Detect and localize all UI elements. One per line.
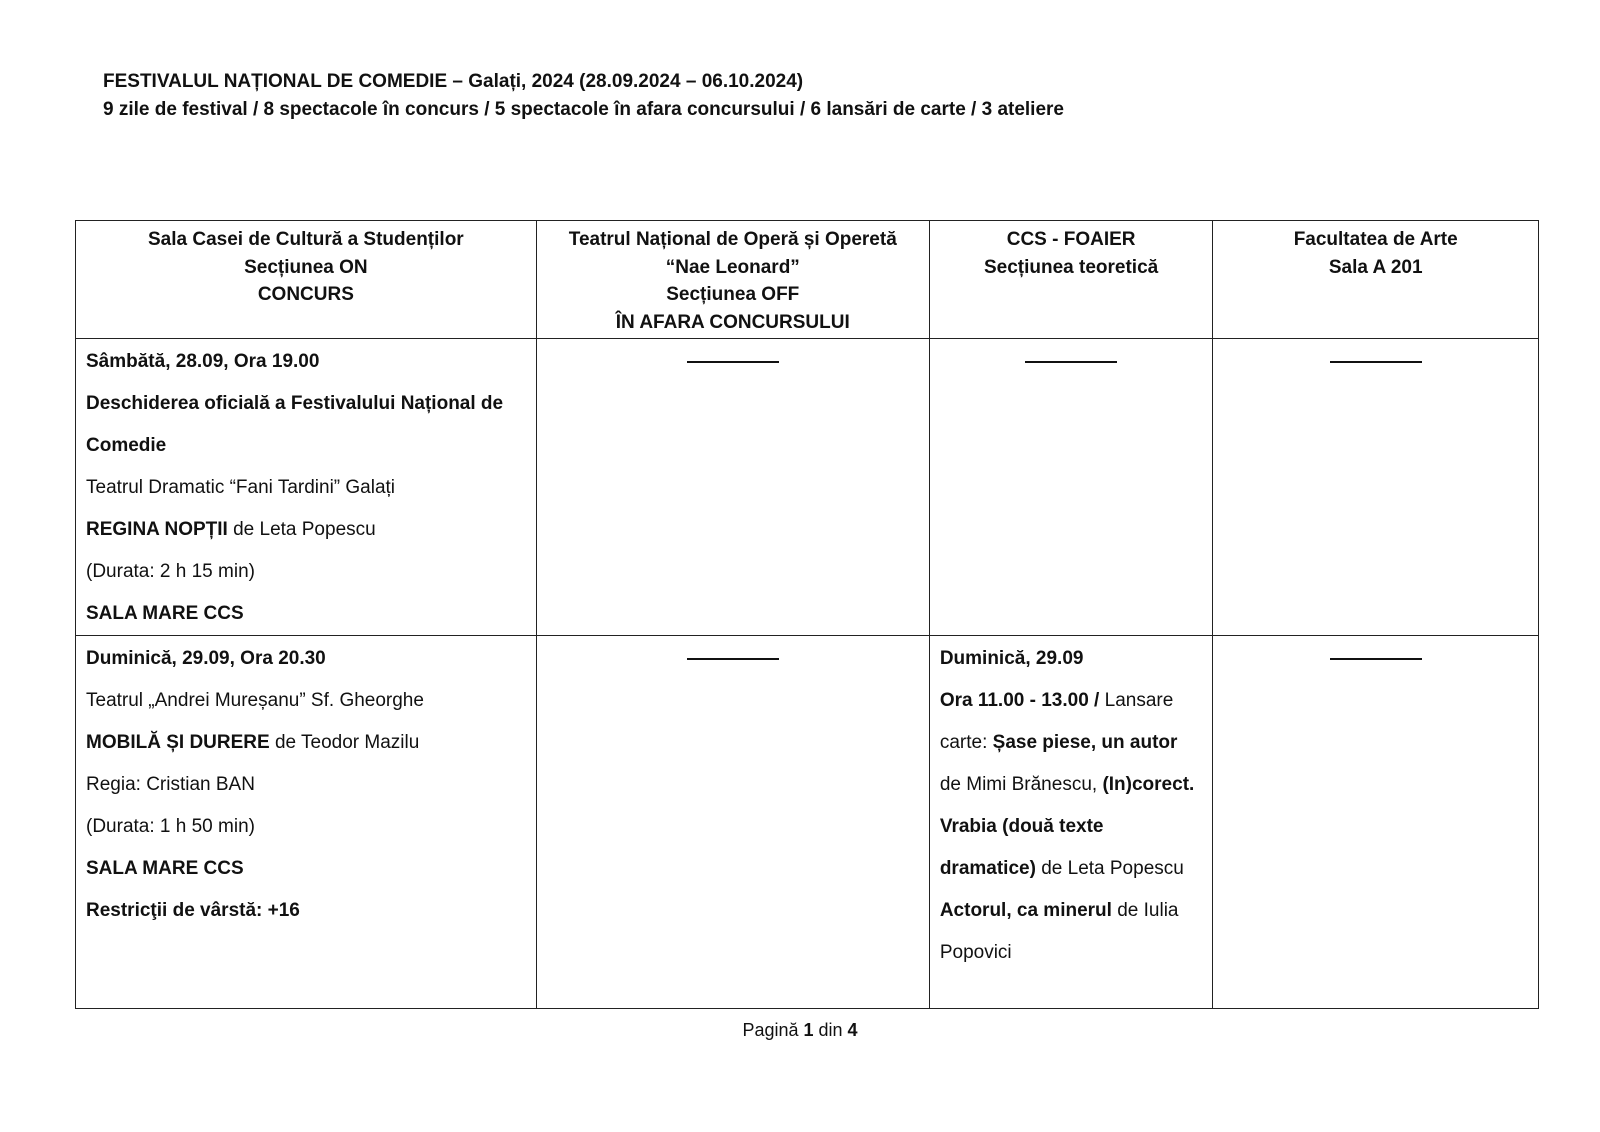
empty-dash bbox=[1330, 361, 1422, 363]
column-header-opera-theatre bbox=[536, 221, 929, 339]
header-line: Secțiunea teoretică bbox=[983, 256, 1159, 278]
header-line: Teatrul Național de Operă și Operetă bbox=[568, 229, 897, 250]
empty-dash bbox=[687, 658, 779, 660]
book-title: Șase piese, un autor bbox=[992, 732, 1178, 753]
play-author: de Leta Popescu bbox=[227, 519, 376, 540]
table-row bbox=[76, 339, 1539, 636]
book-title: Actorul, ca minerul bbox=[939, 900, 1112, 921]
book-author: de Leta Popescu bbox=[1035, 858, 1184, 879]
page-label: Pagină bbox=[742, 1020, 804, 1040]
header-line: Sala A 201 bbox=[1328, 256, 1423, 278]
event-cell bbox=[76, 636, 537, 1009]
header-line: Sala Casei de Cultură a Studenților bbox=[148, 229, 464, 250]
empty-dash bbox=[687, 361, 779, 363]
play-line bbox=[86, 722, 526, 764]
header-line: CCS - FOAIER bbox=[1006, 229, 1136, 250]
event-date: Duminică, 29.09 bbox=[939, 648, 1084, 669]
event-date: Duminică, 29.09, Ora 20.30 bbox=[86, 648, 326, 669]
duration: (Durata: 2 h 15 min) bbox=[86, 561, 255, 582]
empty-cell bbox=[929, 339, 1213, 636]
duration: (Durata: 1 h 50 min) bbox=[86, 816, 255, 837]
page-number bbox=[0, 1018, 1600, 1042]
header-line: Secțiunea ON bbox=[244, 256, 368, 278]
theatre-name: Teatrul Dramatic “Fani Tardini” Galați bbox=[86, 477, 396, 498]
book-launch-text bbox=[940, 690, 1194, 963]
empty-cell bbox=[1213, 636, 1539, 1009]
table-header-row bbox=[76, 221, 1539, 339]
book-author: de Mimi Brănescu, bbox=[939, 774, 1103, 795]
theatre-name: Teatrul „Andrei Mureșanu” Sf. Gheorghe bbox=[86, 690, 424, 711]
empty-dash bbox=[1330, 658, 1422, 660]
total-pages: 4 bbox=[847, 1020, 858, 1040]
event-time: Ora 11.00 - 13.00 / bbox=[939, 690, 1100, 711]
venue: SALA MARE CCS bbox=[86, 858, 244, 879]
book-title: (In)corect. Vrabia (două texte dramatice) bbox=[939, 774, 1195, 879]
venue: SALA MARE CCS bbox=[86, 603, 244, 624]
event-date: Sâmbătă, 28.09, Ora 19.00 bbox=[86, 351, 320, 372]
current-page: 1 bbox=[803, 1020, 814, 1040]
event-cell bbox=[76, 339, 537, 636]
empty-dash bbox=[1025, 361, 1117, 363]
header-line: ÎN AFARA CONCURSULUI bbox=[615, 311, 850, 333]
page-header bbox=[103, 68, 1523, 124]
header-line: CONCURS bbox=[257, 284, 354, 305]
play-line bbox=[86, 509, 526, 551]
event-description: Deschiderea oficială a Festivalului Național de Comedie bbox=[86, 393, 504, 456]
age-restriction: Restricţii de vârstă: +16 bbox=[86, 900, 300, 921]
play-title: MOBILĂ ȘI DURERE bbox=[86, 732, 270, 753]
play-author: de Teodor Mazilu bbox=[269, 732, 420, 753]
empty-cell bbox=[536, 636, 929, 1009]
launch-label: Lansare carte: bbox=[939, 690, 1174, 753]
empty-cell bbox=[536, 339, 929, 636]
table-row bbox=[76, 636, 1539, 1009]
book-launch-cell bbox=[929, 636, 1213, 1009]
empty-cell bbox=[1213, 339, 1539, 636]
festival-summary: 9 zile de festival / 8 spectacole în concurs / 5 spectacole în afara concursului / 6 lansări de carte / 3 ateliere bbox=[103, 99, 1064, 120]
page-of-label: din bbox=[813, 1020, 848, 1040]
program-table bbox=[75, 220, 1539, 1009]
document-title: FESTIVALUL NAȚIONAL DE COMEDIE – Galați, 2024 (28.09.2024 – 06.10.2024) bbox=[103, 71, 804, 92]
column-header-faculty-of-arts bbox=[1213, 221, 1539, 339]
header-line: Facultatea de Arte bbox=[1293, 229, 1458, 250]
column-header-ccs-hall bbox=[76, 221, 537, 339]
play-title: REGINA NOPȚII bbox=[86, 519, 228, 540]
header-line: Secțiunea OFF bbox=[666, 284, 800, 305]
column-header-ccs-foyer bbox=[929, 221, 1213, 339]
book-author: de Iulia Popovici bbox=[939, 900, 1179, 963]
director: Regia: Cristian BAN bbox=[86, 774, 255, 795]
header-line: “Nae Leonard” bbox=[665, 256, 800, 278]
